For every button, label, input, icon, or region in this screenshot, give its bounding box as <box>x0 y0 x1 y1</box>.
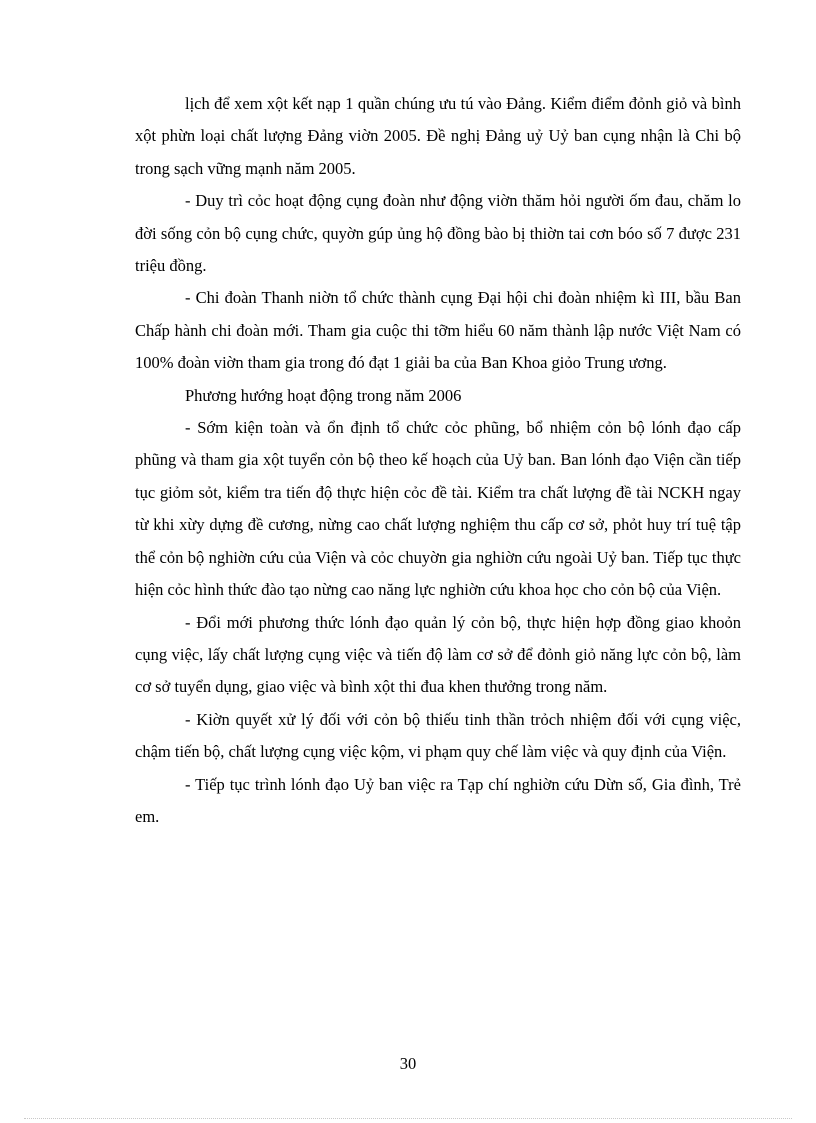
page-bottom-divider <box>24 1118 792 1119</box>
document-body <box>135 88 741 833</box>
page-number: 30 <box>399 1054 417 1073</box>
section-heading-2006-direction: Phương hướng hoạt động trong năm 2006 <box>185 385 462 405</box>
paragraph-organization: - Sớm kiện toàn và ổn định tổ chức cỏc phũng, bổ nhiệm cỏn bộ lónh đạo cấp phũng và tham gia xột tuyển cỏn bộ theo kế hoạch của Uỷ ban. Ban lónh đạo Viện cần tiếp tục giỏm sỏt, kiểm tra tiến độ thực hiện cỏc đề tài. Kiểm tra chất lượng đề tài NCKH ngay từ khi xừy dựng đề cương, nừng cao chất lượng nghiệm thu cấp cơ sở, phỏt huy trí tuệ tập thể cỏn bộ nghiờn cứu của Viện và cỏc chuyờn gia nghiờn cứu ngoài Uỷ ban. Tiếp tục thực hiện cỏc hình thức đào tạo nừng cao năng lực nghiờn cứu khoa học cho cỏn bộ của Viện. <box>135 418 741 600</box>
paragraph-youth-union: - Chi đoàn Thanh niờn tổ chức thành cụng Đại hội chi đoàn nhiệm kì III, bầu Ban Chấp hành chi đoàn mới. Tham gia cuộc thi tỡm hiểu 60 năm thành lập nước Việt Nam có 100% đoàn viờn tham gia trong đó đạt 1 giải ba của Ban Khoa giỏo Trung ương. <box>135 288 741 373</box>
paragraph-management-reform: - Đổi mới phương thức lónh đạo quản lý cỏn bộ, thực hiện hợp đồng giao khoỏn cụng việc, lấy chất lượng cụng việc và tiến độ làm cơ sở để đỏnh giỏ năng lực cỏn bộ, làm cơ sở tuyển dụng, giao việc và bình xột thi đua khen thưởng trong năm. <box>135 612 741 697</box>
paragraph-discipline: - Kiờn quyết xử lý đối với cỏn bộ thiếu tinh thần trỏch nhiệm đối với cụng việc, chậm tiến bộ, chất lượng cụng việc kộm, vi phạm quy chế làm việc và quy định của Viện. <box>135 709 741 762</box>
paragraph-party-review: lịch để xem xột kết nạp 1 quần chúng ưu tú vào Đảng. Kiểm điểm đỏnh giỏ và bình xột phừn loại chất lượng Đảng viờn 2005. Đề nghị Đảng uỷ Uỷ ban cụng nhận là Chi bộ trong sạch vững mạnh năm 2005. <box>135 94 741 178</box>
paragraph-journal: - Tiếp tục trình lónh đạo Uỷ ban việc ra Tạp chí nghiờn cứu Dừn số, Gia đình, Trẻ em. <box>135 774 741 826</box>
paragraph-trade-union: - Duy trì cỏc hoạt động cụng đoàn như động viờn thăm hỏi người ốm đau, chăm lo đời sống cỏn bộ cụng chức, quyờn gúp ủng hộ đồng bào bị thiờn tai cơn bóo số 7 được 231 triệu đồng. <box>135 191 741 276</box>
